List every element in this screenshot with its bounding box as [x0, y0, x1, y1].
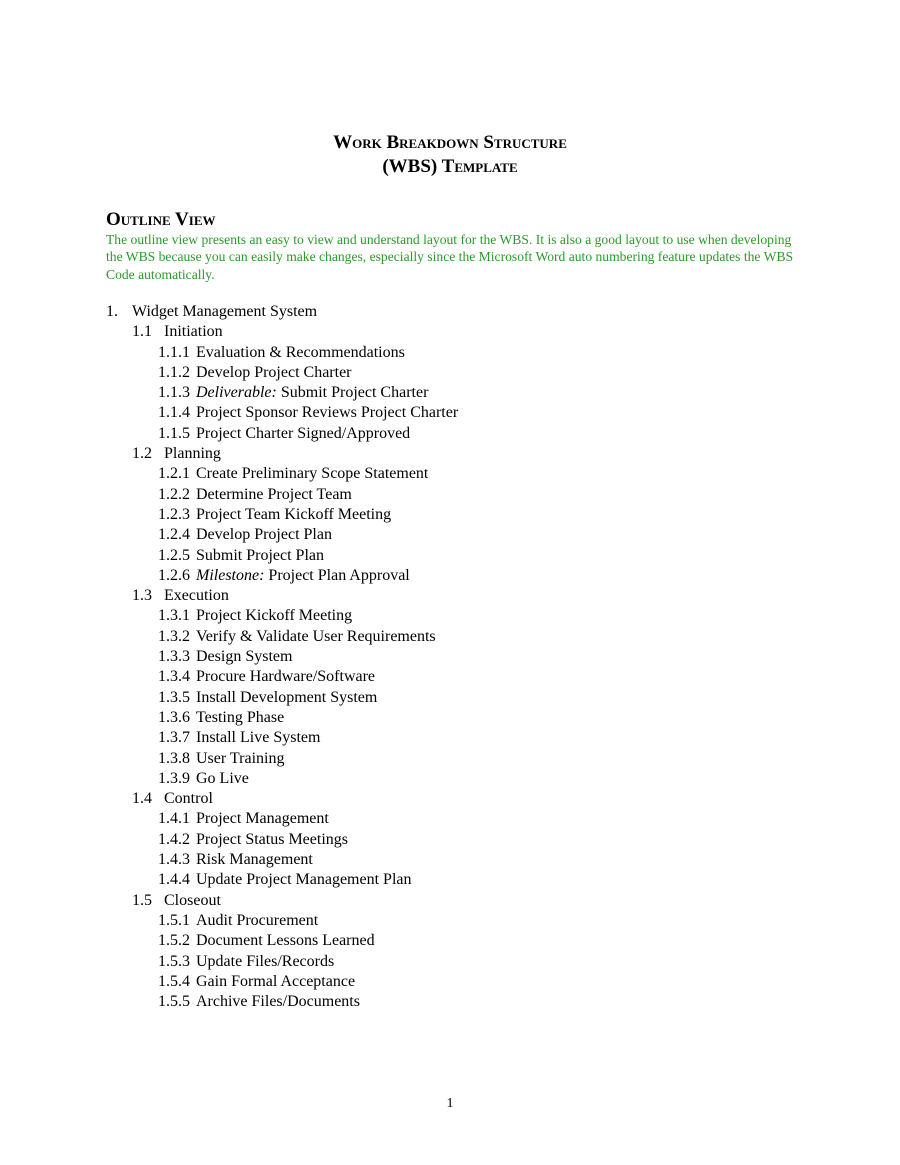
outline-task-item	[106, 403, 806, 423]
intro-paragraph: The outline view presents an easy to view and understand layout for the WBS. It is also a good layout to use when developing the WBS because you can easily make changes, especially since the Microsoft Word auto numbering feature updates the WBS Code automatically.	[106, 232, 794, 282]
outline-label: Project Plan Approval	[264, 566, 410, 584]
outline-number: 1.5.5	[158, 993, 190, 1011]
section-heading: Outline View	[106, 209, 216, 230]
outline-number: 1.1.3	[158, 384, 190, 402]
outline-number: 1.4.4	[158, 871, 190, 889]
outline-number: 1.3.3	[158, 648, 190, 666]
outline-label: Audit Procurement	[196, 911, 319, 929]
outline-phase-item	[106, 789, 806, 809]
outline-label: Create Preliminary Scope Statement	[196, 465, 429, 483]
outline-number: 1.2.5	[158, 546, 190, 564]
outline-number: 1.3	[132, 587, 152, 605]
outline-task-item	[106, 424, 806, 444]
outline-task-item	[106, 606, 806, 626]
outline-phase-item	[106, 586, 806, 606]
outline-task-item	[106, 343, 806, 363]
outline-task-item	[106, 363, 806, 383]
outline-number: 1.5	[132, 891, 152, 909]
outline-label: User Training	[196, 749, 285, 767]
outline-task-item	[106, 931, 806, 951]
outline-label: Planning	[164, 445, 221, 463]
outline-label: Submit Project Plan	[196, 546, 324, 564]
outline-label: Develop Project Charter	[196, 363, 352, 381]
outline-label: Evaluation & Recommendations	[196, 343, 405, 361]
outline-task-item	[106, 383, 806, 403]
outline-label: Verify & Validate User Requirements	[196, 627, 436, 645]
outline-label: Project Kickoff Meeting	[196, 607, 353, 625]
outline-number: 1.4.3	[158, 851, 190, 869]
outline-task-item	[106, 830, 806, 850]
outline-task-item	[106, 464, 806, 484]
outline-task-item	[106, 972, 806, 992]
outline-number: 1.5.2	[158, 932, 190, 950]
wbs-outline	[106, 302, 806, 1012]
outline-label: Develop Project Plan	[196, 526, 332, 544]
outline-task-item	[106, 749, 806, 769]
outline-item-type: Deliverable:	[196, 384, 277, 402]
outline-number: 1.1.4	[158, 404, 190, 422]
outline-number: 1.2.2	[158, 485, 190, 503]
outline-number: 1.3.4	[158, 668, 190, 686]
outline-task-item	[106, 992, 806, 1012]
outline-number: 1.5.4	[158, 972, 190, 990]
outline-task-item	[106, 911, 806, 931]
outline-label: Install Development System	[196, 688, 378, 706]
outline-task-item	[106, 546, 806, 566]
outline-label: Document Lessons Learned	[196, 932, 375, 950]
outline-number: 1.1	[132, 323, 152, 341]
outline-label: Gain Formal Acceptance	[196, 972, 356, 990]
outline-number: 1.3.9	[158, 769, 190, 787]
outline-task-item	[106, 728, 806, 748]
outline-task-item	[106, 525, 806, 545]
outline-number: 1.5.1	[158, 911, 190, 929]
outline-task-item	[106, 850, 806, 870]
outline-label: Project Management	[196, 810, 329, 828]
outline-number: 1.3.1	[158, 607, 190, 625]
outline-number: 1.2.6	[158, 566, 190, 584]
outline-label: Submit Project Charter	[276, 384, 429, 402]
outline-task-item	[106, 566, 806, 586]
outline-label: Execution	[164, 587, 229, 605]
outline-task-item	[106, 485, 806, 505]
outline-task-item	[106, 688, 806, 708]
outline-number: 1.3.5	[158, 688, 190, 706]
outline-number: 1.2	[132, 445, 152, 463]
outline-label: Install Live System	[196, 729, 321, 747]
outline-number: 1.4	[132, 790, 152, 808]
outline-label: Archive Files/Documents	[196, 993, 360, 1011]
outline-task-item	[106, 647, 806, 667]
outline-task-item	[106, 952, 806, 972]
outline-label: Project Charter Signed/Approved	[196, 424, 411, 442]
outline-label: Closeout	[164, 891, 221, 909]
outline-label: Project Status Meetings	[196, 830, 348, 848]
outline-number: 1.3.6	[158, 708, 190, 726]
document-title-line-2: (WBS) Template	[382, 156, 518, 177]
outline-number: 1.3.8	[158, 749, 190, 767]
outline-number: 1.1.5	[158, 424, 190, 442]
outline-root-item	[106, 302, 806, 322]
outline-label: Initiation	[164, 323, 223, 341]
outline-label: Testing Phase	[196, 708, 285, 726]
outline-label: Update Project Management Plan	[196, 871, 412, 889]
outline-number: 1.2.3	[158, 505, 190, 523]
outline-number: 1.2.1	[158, 465, 190, 483]
outline-label: Widget Management System	[132, 303, 318, 320]
outline-label: Procure Hardware/Software	[196, 668, 376, 686]
outline-task-item	[106, 809, 806, 829]
page-number: 1	[446, 1096, 454, 1111]
outline-task-item	[106, 769, 806, 789]
outline-number: 1.4.1	[158, 810, 190, 828]
outline-task-item	[106, 708, 806, 728]
outline-phase-item	[106, 891, 806, 911]
outline-number: 1.	[106, 303, 118, 320]
outline-task-item	[106, 870, 806, 890]
outline-number: 1.3.7	[158, 729, 190, 747]
outline-label: Determine Project Team	[196, 485, 352, 503]
outline-number: 1.2.4	[158, 526, 190, 544]
outline-label: Risk Management	[196, 851, 313, 869]
outline-phase-item	[106, 444, 806, 464]
outline-label: Project Team Kickoff Meeting	[196, 505, 392, 523]
outline-number: 1.1.1	[158, 343, 190, 361]
outline-label: Go Live	[196, 769, 249, 787]
outline-number: 1.5.3	[158, 952, 190, 970]
outline-task-item	[106, 667, 806, 687]
outline-label: Design System	[196, 648, 293, 666]
outline-number: 1.3.2	[158, 627, 190, 645]
outline-task-item	[106, 505, 806, 525]
outline-number: 1.1.2	[158, 363, 190, 381]
outline-phase-item	[106, 322, 806, 342]
outline-item-type: Milestone:	[196, 566, 265, 584]
outline-number: 1.4.2	[158, 830, 190, 848]
outline-label: Control	[164, 790, 213, 808]
document-title-line-1: Work Breakdown Structure	[333, 132, 567, 153]
outline-label: Project Sponsor Reviews Project Charter	[196, 404, 459, 422]
outline-label: Update Files/Records	[196, 952, 335, 970]
outline-task-item	[106, 627, 806, 647]
